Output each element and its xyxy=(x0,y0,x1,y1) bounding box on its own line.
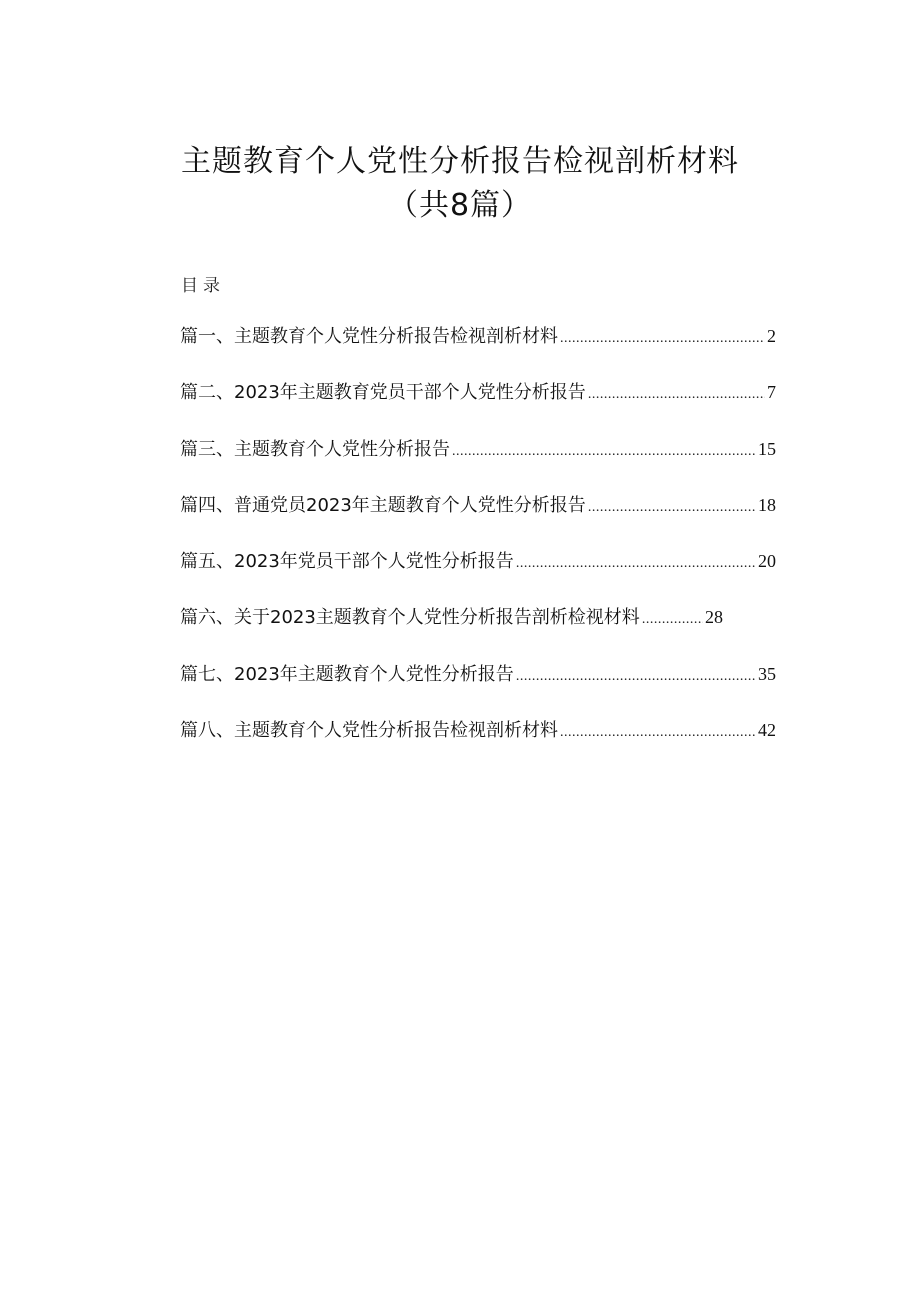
toc-dot-leader xyxy=(452,436,756,468)
toc-entry-label: 篇一、主题教育个人党性分析报告检视剖析材料 xyxy=(180,326,558,347)
toc-heading: 目录 xyxy=(181,276,225,296)
toc-entry-6[interactable] xyxy=(180,601,723,657)
title-line-1: 主题教育个人党性分析报告检视剖析材料 xyxy=(181,144,739,179)
toc-dot-leader xyxy=(560,323,765,355)
toc-dot-leader xyxy=(560,717,756,749)
toc-entry-page: 42 xyxy=(758,720,776,741)
toc-entry-page: 2 xyxy=(767,326,776,346)
toc-entry-label: 篇二、2023年主题教育党员干部个人党性分析报告 xyxy=(180,382,586,404)
toc-entry-label: 篇四、普通党员2023年主题教育个人党性分析报告 xyxy=(180,494,586,516)
table-of-contents xyxy=(180,320,776,770)
toc-entry-4[interactable] xyxy=(180,489,776,545)
toc-entry-label: 篇六、关于2023主题教育个人党性分析报告剖析检视材料 xyxy=(180,607,640,629)
toc-entry-label: 篇七、2023年主题教育个人党性分析报告 xyxy=(180,663,514,685)
toc-entry-page: 15 xyxy=(758,438,776,459)
toc-entry-label: 篇八、主题教育个人党性分析报告检视剖析材料 xyxy=(180,720,558,742)
toc-dot-leader xyxy=(642,604,703,636)
toc-entry-page: 7 xyxy=(767,382,776,403)
toc-entry-label: 篇五、2023年党员干部个人党性分析报告 xyxy=(180,551,514,573)
toc-entry-label: 篇三、主题教育个人党性分析报告 xyxy=(180,438,450,460)
toc-entry-5[interactable] xyxy=(180,545,776,601)
document-title xyxy=(0,140,920,228)
toc-entry-8[interactable] xyxy=(180,714,776,770)
toc-dot-leader xyxy=(516,548,756,580)
toc-dot-leader xyxy=(588,492,756,524)
toc-entry-page: 20 xyxy=(758,551,776,572)
toc-entry-page: 35 xyxy=(758,663,776,684)
toc-entry-2[interactable] xyxy=(180,376,776,432)
toc-entry-page: 28 xyxy=(705,607,723,628)
toc-entry-3[interactable] xyxy=(180,433,776,489)
toc-dot-leader xyxy=(588,379,765,411)
toc-entry-page: 18 xyxy=(758,494,776,515)
title-line-2: （共8篇） xyxy=(387,188,533,223)
toc-dot-leader xyxy=(516,661,756,693)
toc-entry-1[interactable] xyxy=(180,320,776,376)
toc-entry-7[interactable] xyxy=(180,658,776,714)
